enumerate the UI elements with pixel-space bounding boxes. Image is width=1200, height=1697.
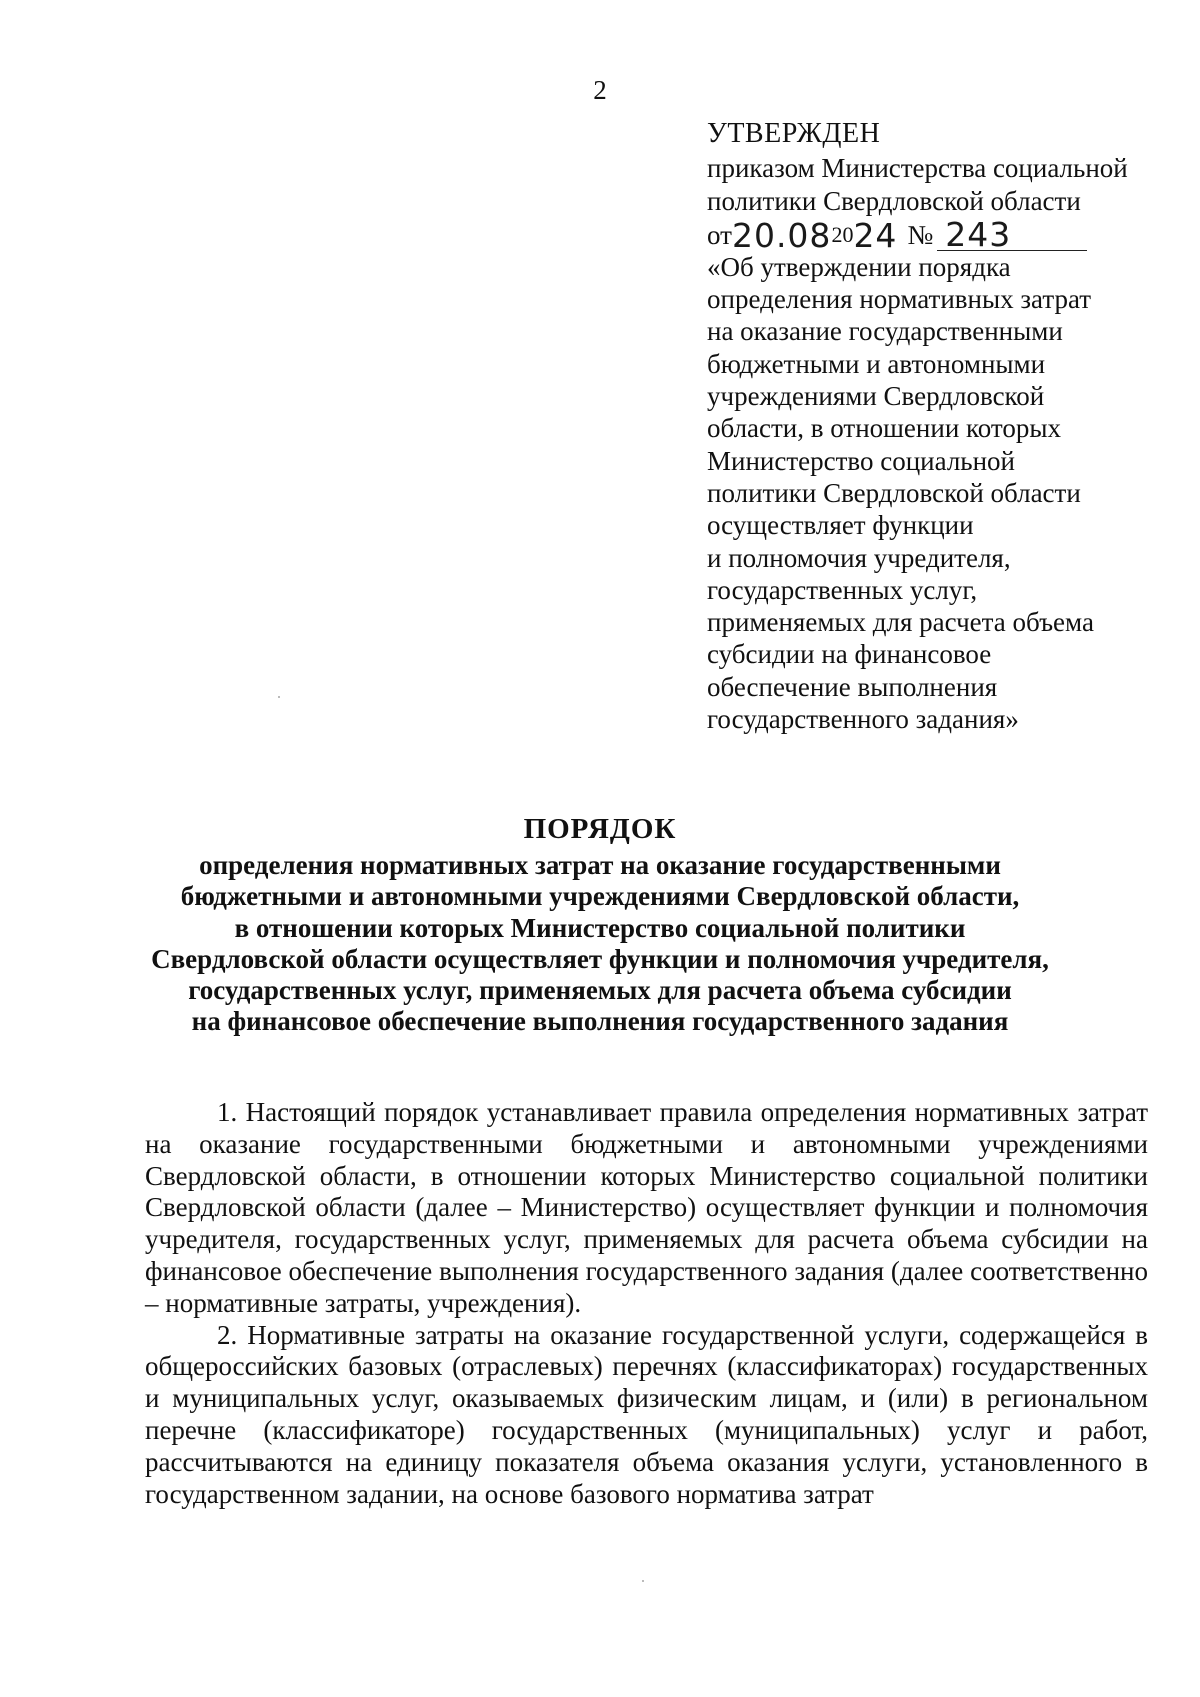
subtitle-line: определения нормативных затрат на оказание государственными bbox=[199, 850, 1001, 880]
approval-stamp-block bbox=[707, 118, 1177, 735]
approval-line-2: политики Свердловской области bbox=[707, 185, 1081, 216]
document-title: ПОРЯДОК bbox=[523, 813, 677, 845]
subtitle-line: на финансовое обеспечение выполнения государственного задания bbox=[191, 1006, 1009, 1037]
document-body bbox=[145, 1097, 1148, 1510]
order-prefix: от bbox=[707, 219, 732, 250]
handwritten-order-date: 20.08 bbox=[731, 215, 832, 255]
order-title-line: области, в отношении которых bbox=[707, 413, 1061, 444]
page-number: 2 bbox=[593, 75, 607, 105]
document-subtitle bbox=[0, 850, 1200, 1038]
order-title-line: осуществляет функции bbox=[707, 510, 974, 541]
handwritten-order-number: 243 bbox=[945, 214, 1012, 254]
document-title-block bbox=[0, 812, 1200, 1038]
order-title-line: «Об утверждении порядка bbox=[707, 251, 1011, 282]
handwritten-order-year: 24 bbox=[853, 215, 898, 255]
order-title-line: учреждениями Свердловской bbox=[707, 381, 1045, 412]
order-title-line: государственного задания» bbox=[707, 704, 1019, 735]
order-title-line: Министерство социальной bbox=[707, 445, 1016, 476]
order-year-prefix: 20 bbox=[831, 221, 854, 247]
order-title-line: применяемых для расчета объема bbox=[707, 607, 1094, 638]
order-date-number-line bbox=[707, 214, 1177, 255]
order-number-sign: № bbox=[907, 219, 934, 250]
order-title-line: обеспечение выполнения bbox=[707, 671, 998, 702]
subtitle-line: в отношении которых Министерство социальной политики bbox=[234, 912, 966, 943]
order-title-line: бюджетными и автономными bbox=[707, 348, 1046, 379]
subtitle-line: Свердловской области осуществляет функции и полномочия учредителя, bbox=[151, 943, 1049, 974]
approval-line-1: приказом Министерства социальной bbox=[707, 153, 1128, 184]
subtitle-line: бюджетными и автономными учреждениями Свердловской области, bbox=[180, 881, 1020, 912]
order-title-line: политики Свердловской области bbox=[707, 477, 1081, 508]
scan-speck bbox=[642, 1580, 644, 1582]
order-title-line: определения нормативных затрат bbox=[707, 284, 1092, 315]
order-title-line: государственных услуг, bbox=[707, 574, 978, 605]
approval-heading: УТВЕРЖДЕН bbox=[707, 118, 881, 149]
paragraph-2: 2. Нормативные затраты на оказание государственной услуги, содержащейся в общероссийских базовых (отраслевых) перечнях (классификаторах) государственных и муниципальных услуг, оказываемых физическим лицам, и (или) в региональном перечне (классификаторе) государственных (муниципальных) услуг и работ, рассчитываются на единицу показателя объема оказания услуги, установленного в государственном задании, на основе базового норматива затрат bbox=[145, 1319, 1148, 1509]
order-number-blank bbox=[937, 214, 1087, 254]
order-title-line: и полномочия учредителя, bbox=[707, 542, 1011, 573]
scan-speck bbox=[278, 696, 280, 698]
paragraph-1: 1. Настоящий порядок устанавливает правила определения нормативных затрат на оказание государственными бюджетными и автономными учреждениями Свердловской области, в отношении которых Министерство социальной политики Свердловской области (далее – Министерство) осуществляет функции и полномочия учредителя, государственных услуг, применяемых для расчета объема субсидии на финансовое обеспечение выполнения государственного задания (далее соответственно – нормативные затраты, учреждения). bbox=[145, 1097, 1148, 1318]
order-title-line: субсидии на финансовое bbox=[707, 639, 992, 670]
order-title-line: на оказание государственными bbox=[707, 316, 1063, 347]
subtitle-line: государственных услуг, применяемых для расчета объема субсидии bbox=[188, 975, 1012, 1006]
